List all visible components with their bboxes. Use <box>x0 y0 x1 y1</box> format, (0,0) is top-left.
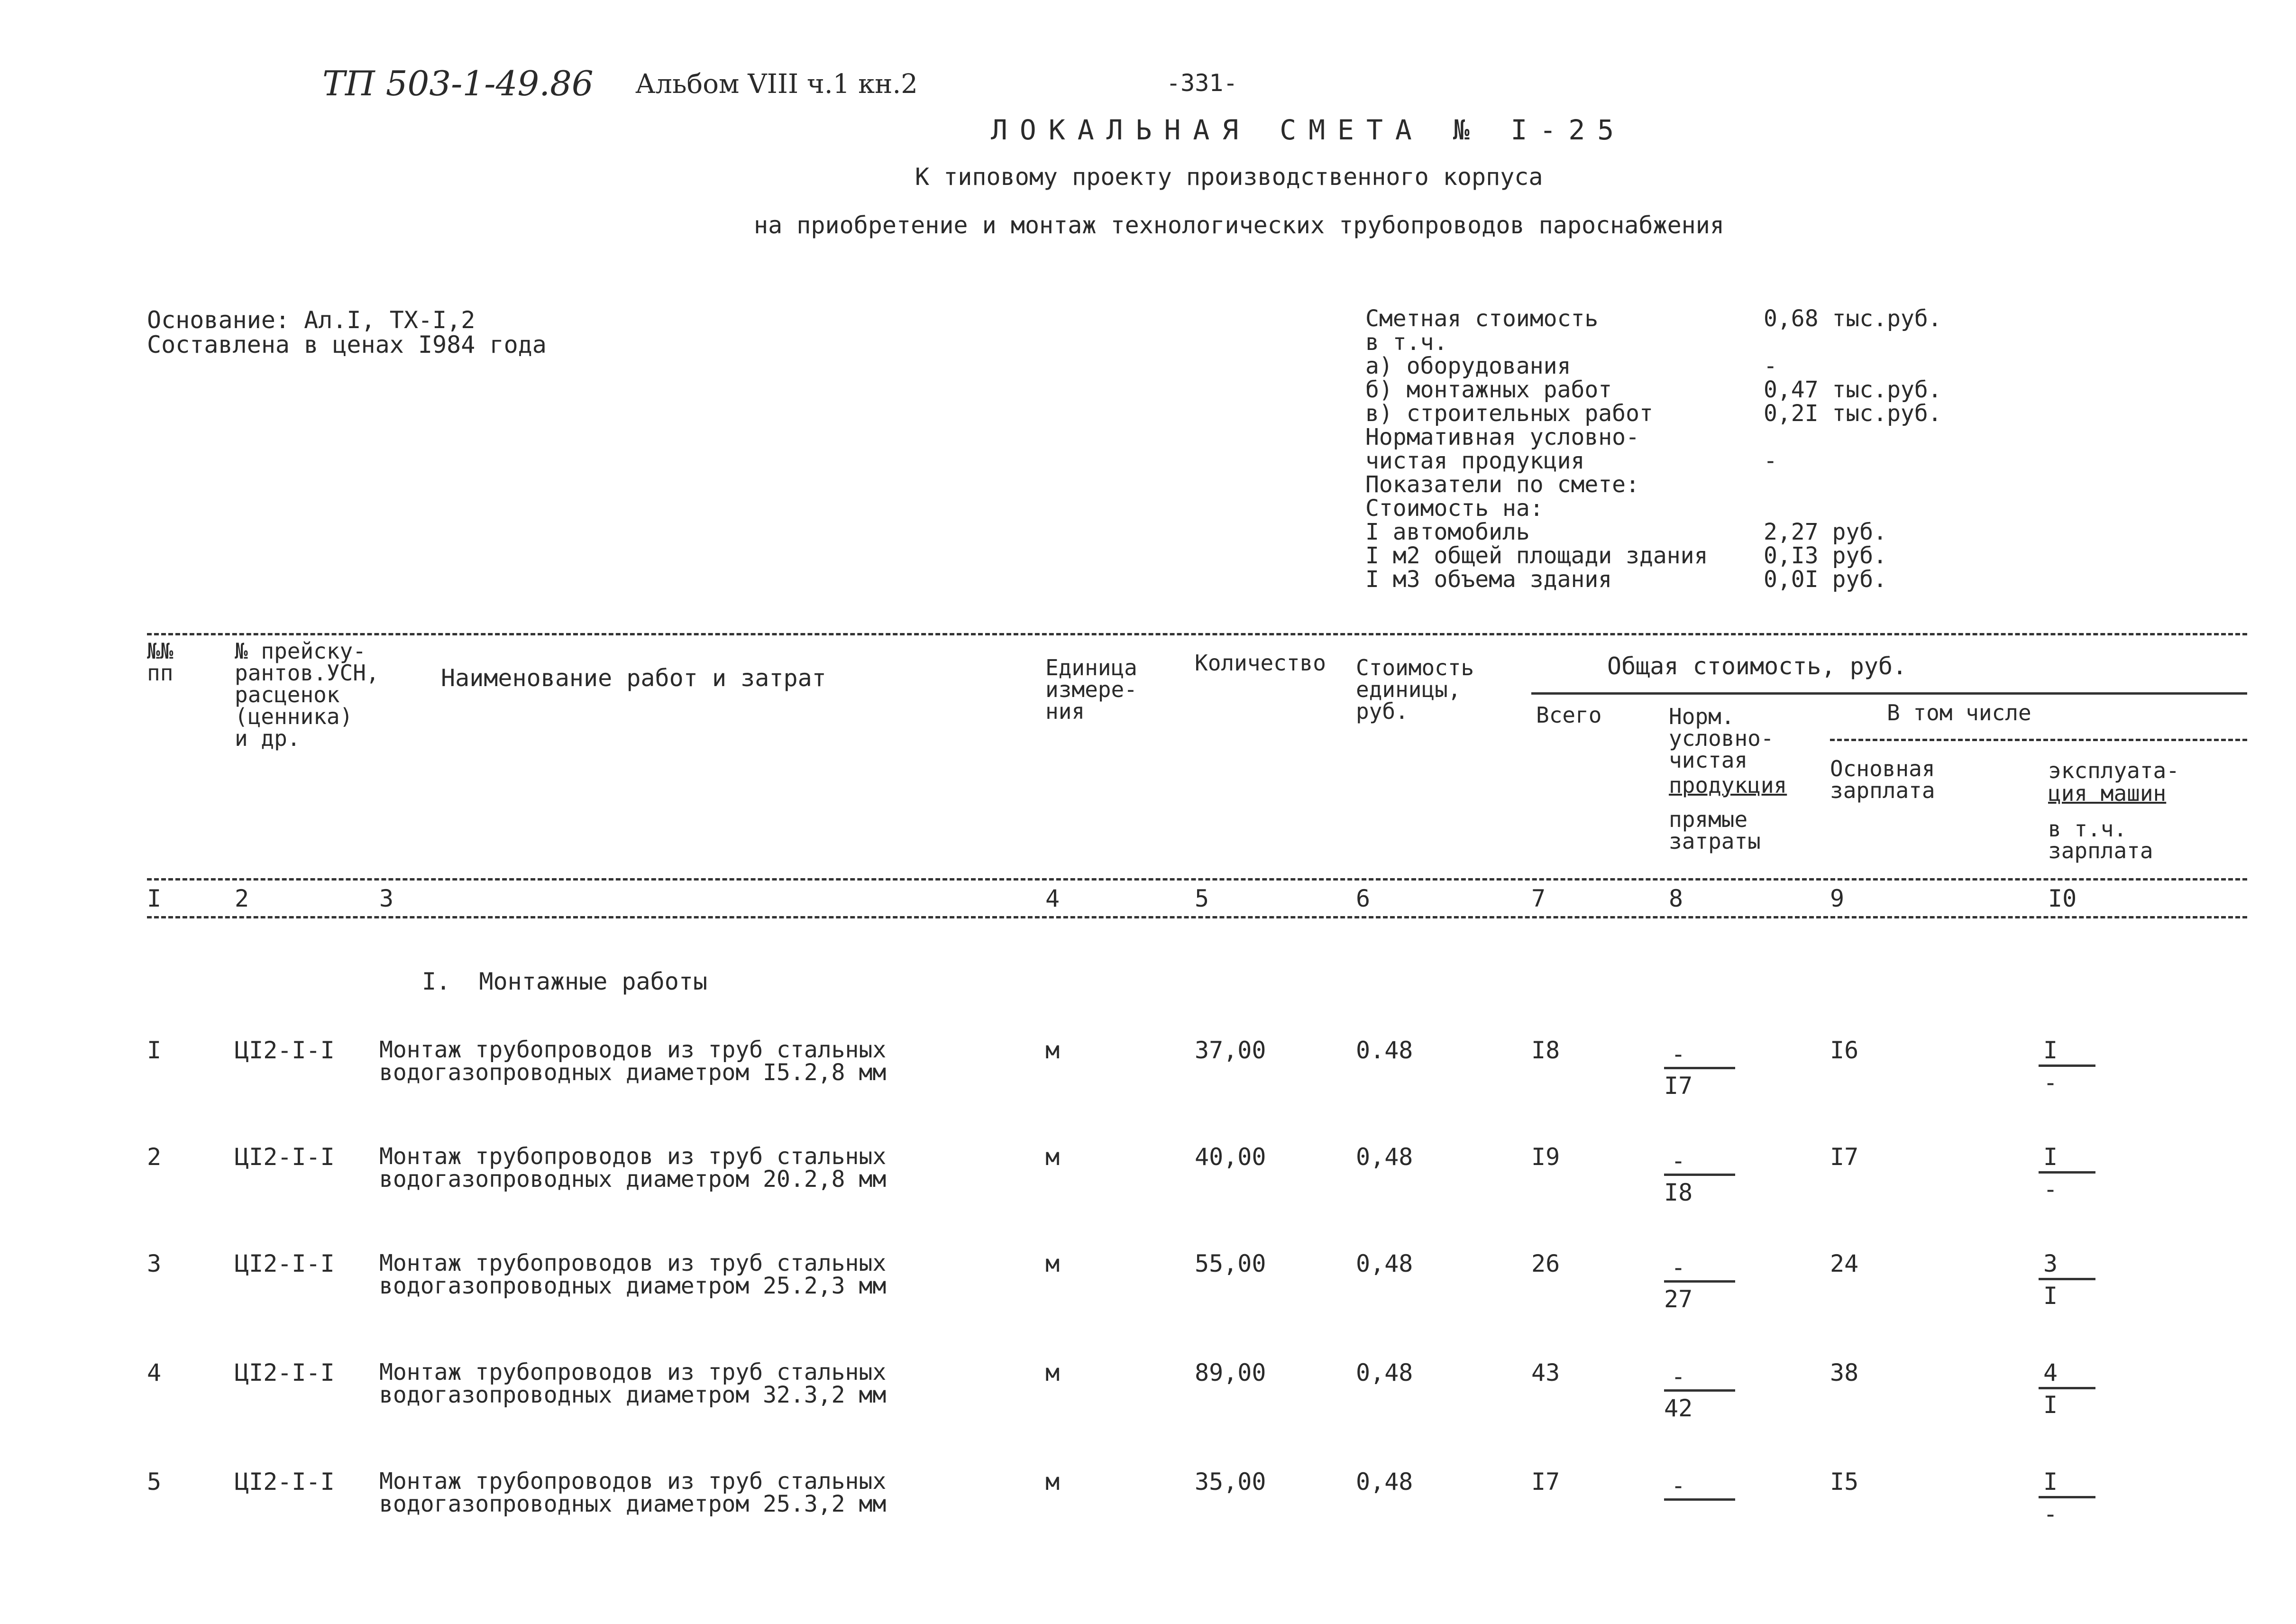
row-ncp-top: - <box>1671 1363 1686 1390</box>
row-machines-top: I <box>2043 1468 2058 1496</box>
column-number: I <box>147 885 162 912</box>
row-name: Монтаж трубопроводов из труб стальных <box>379 1359 887 1385</box>
row-ncp-bottom: I7 <box>1664 1072 1693 1100</box>
row-machines-top: I <box>2043 1037 2058 1064</box>
row-quantity: 37,00 <box>1195 1037 1266 1064</box>
fraction-bar <box>2039 1278 2095 1280</box>
row-number: 4 <box>147 1359 162 1386</box>
row-name-2: водогазопроводных диаметром 25.3,2 мм <box>379 1491 887 1517</box>
row-unit: м <box>1045 1468 1060 1496</box>
row-ncp-bottom: 27 <box>1664 1285 1693 1313</box>
summary-value: - <box>1764 448 1777 474</box>
document-code: ТП 503-1-49.86 <box>322 64 594 103</box>
col-header-price: Стоимость единицы, руб. <box>1356 655 1474 724</box>
row-ncp-bottom: 42 <box>1664 1395 1693 1422</box>
fraction-bar <box>2039 1171 2095 1174</box>
table-top-rule <box>147 633 2247 635</box>
fraction-bar <box>2039 1064 2095 1067</box>
page-subtitle: К типовому проекту производственного корпуса <box>915 163 1543 191</box>
row-salary: 38 <box>1830 1359 1859 1386</box>
row-name: Монтаж трубопроводов из труб стальных <box>379 1037 887 1063</box>
row-name: Монтаж трубопроводов из труб стальных <box>379 1468 887 1495</box>
summary-label: Показатели по смете: <box>1365 471 1639 498</box>
basis-line-2: Составлена в ценах I984 года <box>147 331 547 358</box>
row-quantity: 35,00 <box>1195 1468 1266 1496</box>
section-title: I. Монтажные работы <box>422 968 708 995</box>
col-header-code: № прейску- рантов.УСН, расценок (ценника) и др. <box>235 638 379 751</box>
row-quantity: 89,00 <box>1195 1359 1266 1386</box>
col-header-total-group: Общая стоимость, руб. <box>1607 652 1907 680</box>
basis-line: Основание: Ал.I, ТХ-I,2 <box>147 306 476 334</box>
row-machines-bottom: I <box>2043 1391 2058 1419</box>
row-unit-price: 0,48 <box>1356 1468 1413 1496</box>
row-code: ЦI2-I-I <box>235 1143 335 1171</box>
column-number: 3 <box>379 885 394 912</box>
column-number: 9 <box>1830 885 1845 912</box>
row-name-2: водогазопроводных диаметром I5.2,8 мм <box>379 1059 887 1086</box>
row-name: Монтаж трубопроводов из труб стальных <box>379 1250 887 1276</box>
row-quantity: 40,00 <box>1195 1143 1266 1171</box>
summary-label: Сметная стоимость <box>1365 305 1599 332</box>
col-header-machines-label: ция машин <box>2048 780 2167 806</box>
row-machines-bottom: - <box>2043 1500 2058 1528</box>
row-number: 3 <box>147 1250 162 1277</box>
row-total: I9 <box>1531 1143 1560 1171</box>
row-code: ЦI2-I-I <box>235 1359 335 1386</box>
fraction-bar <box>1664 1174 1735 1176</box>
fraction-bar <box>2039 1496 2095 1498</box>
row-unit-price: 0,48 <box>1356 1359 1413 1386</box>
summary-value: 0,I3 руб. <box>1764 542 1887 569</box>
fraction-bar <box>1664 1280 1735 1283</box>
row-unit: м <box>1045 1143 1060 1171</box>
row-unit-price: 0.48 <box>1356 1037 1413 1064</box>
fraction-bar <box>1664 1498 1735 1501</box>
col-header-n: №№ пп <box>147 638 174 686</box>
row-total: I8 <box>1531 1037 1560 1064</box>
row-unit: м <box>1045 1037 1060 1064</box>
fraction-bar <box>1664 1067 1735 1069</box>
column-number: I0 <box>2048 885 2077 912</box>
col-header-qty: Количество <box>1195 650 1326 676</box>
col-header-ncp-label: продукция <box>1669 772 1787 798</box>
summary-label: Стоимость на: <box>1365 495 1544 522</box>
summary-label: б) монтажных работ <box>1365 376 1612 403</box>
col-header-salary: Основная зарплата <box>1830 756 1935 803</box>
row-ncp-bottom: I8 <box>1664 1179 1693 1206</box>
column-number: 4 <box>1045 885 1060 912</box>
summary-value: 0,47 тыс.руб. <box>1764 376 1942 403</box>
row-number: 2 <box>147 1143 162 1171</box>
row-unit: м <box>1045 1250 1060 1277</box>
col-header-total: Всего <box>1536 702 1602 728</box>
fraction-bar <box>2039 1387 2095 1389</box>
row-machines-top: 3 <box>2043 1250 2058 1277</box>
summary-value: 0,2I тыс.руб. <box>1764 400 1942 427</box>
row-salary: I6 <box>1830 1037 1859 1064</box>
row-unit: м <box>1045 1359 1060 1386</box>
row-machines-top: 4 <box>2043 1359 2058 1386</box>
column-number: 8 <box>1669 885 1683 912</box>
row-name-2: водогазопроводных диаметром 20.2,8 мм <box>379 1166 887 1193</box>
total-group-rule <box>1531 692 2247 695</box>
summary-label: Нормативная условно- <box>1365 424 1639 450</box>
col-header-machines-salary: в т.ч. зарплата <box>2048 816 2153 863</box>
row-number: I <box>147 1037 162 1064</box>
summary-value: 0,68 тыс.руб. <box>1764 305 1942 332</box>
col-header-name: Наименование работ и затрат <box>441 664 826 692</box>
summary-label: I м2 общей площади здания <box>1365 542 1708 569</box>
row-total: I7 <box>1531 1468 1560 1496</box>
row-code: ЦI2-I-I <box>235 1250 335 1277</box>
summary-value: 2,27 руб. <box>1764 519 1887 545</box>
row-quantity: 55,00 <box>1195 1250 1266 1277</box>
row-machines-top: I <box>2043 1143 2058 1171</box>
col-header-machines: эксплуата- <box>2048 758 2179 783</box>
row-ncp-top: - <box>1671 1147 1686 1174</box>
summary-label: I м3 объема здания <box>1365 566 1612 593</box>
row-code: ЦI2-I-I <box>235 1468 335 1496</box>
colnum-bottom-rule <box>147 916 2247 918</box>
summary-label: чистая продукция <box>1365 448 1585 474</box>
row-ncp-top: - <box>1671 1472 1686 1499</box>
column-number: 5 <box>1195 885 1209 912</box>
column-number: 2 <box>235 885 249 912</box>
row-unit-price: 0,48 <box>1356 1143 1413 1171</box>
fraction-bar <box>1664 1389 1735 1392</box>
summary-value: - <box>1764 353 1777 379</box>
row-machines-bottom: I <box>2043 1282 2058 1310</box>
row-salary: I5 <box>1830 1468 1859 1496</box>
col-header-direct-costs: прямые затраты <box>1669 807 1761 854</box>
row-code: ЦI2-I-I <box>235 1037 335 1064</box>
header-bottom-rule <box>147 878 2247 881</box>
col-header-incl-group: В том числе <box>1887 700 2031 725</box>
row-total: 26 <box>1531 1250 1560 1277</box>
row-machines-bottom: - <box>2043 1069 2058 1096</box>
row-salary: 24 <box>1830 1250 1859 1277</box>
album-label: Альбом VIII ч.1 кн.2 <box>635 69 918 100</box>
column-number: 6 <box>1356 885 1371 912</box>
row-total: 43 <box>1531 1359 1560 1386</box>
column-number: 7 <box>1531 885 1546 912</box>
row-name-2: водогазопроводных диаметром 32.3,2 мм <box>379 1382 887 1408</box>
col-header-unit: Единица измере- ния <box>1045 655 1137 724</box>
row-number: 5 <box>147 1468 162 1496</box>
incl-group-rule <box>1830 739 2247 741</box>
summary-label: а) оборудования <box>1365 353 1571 379</box>
row-unit-price: 0,48 <box>1356 1250 1413 1277</box>
page-number: -331- <box>1166 69 1238 97</box>
row-ncp-top: - <box>1671 1040 1686 1068</box>
page-title: ЛОКАЛЬНАЯ СМЕТА № I-25 <box>991 114 1627 146</box>
row-name-2: водогазопроводных диаметром 25.2,3 мм <box>379 1273 887 1299</box>
summary-label: в) строительных работ <box>1365 400 1653 427</box>
summary-label: в т.ч. <box>1365 329 1448 356</box>
row-name: Монтаж трубопроводов из труб стальных <box>379 1143 887 1170</box>
summary-label: I автомобиль <box>1365 519 1530 545</box>
summary-value: 0,0I руб. <box>1764 566 1887 593</box>
row-ncp-top: - <box>1671 1254 1686 1281</box>
row-machines-bottom: - <box>2043 1175 2058 1203</box>
col-header-ncp: Норм. условно- чистая <box>1669 704 1774 773</box>
page-subtitle-2: на приобретение и монтаж технологических трубопроводов пароснабжения <box>754 211 1724 239</box>
row-salary: I7 <box>1830 1143 1859 1171</box>
